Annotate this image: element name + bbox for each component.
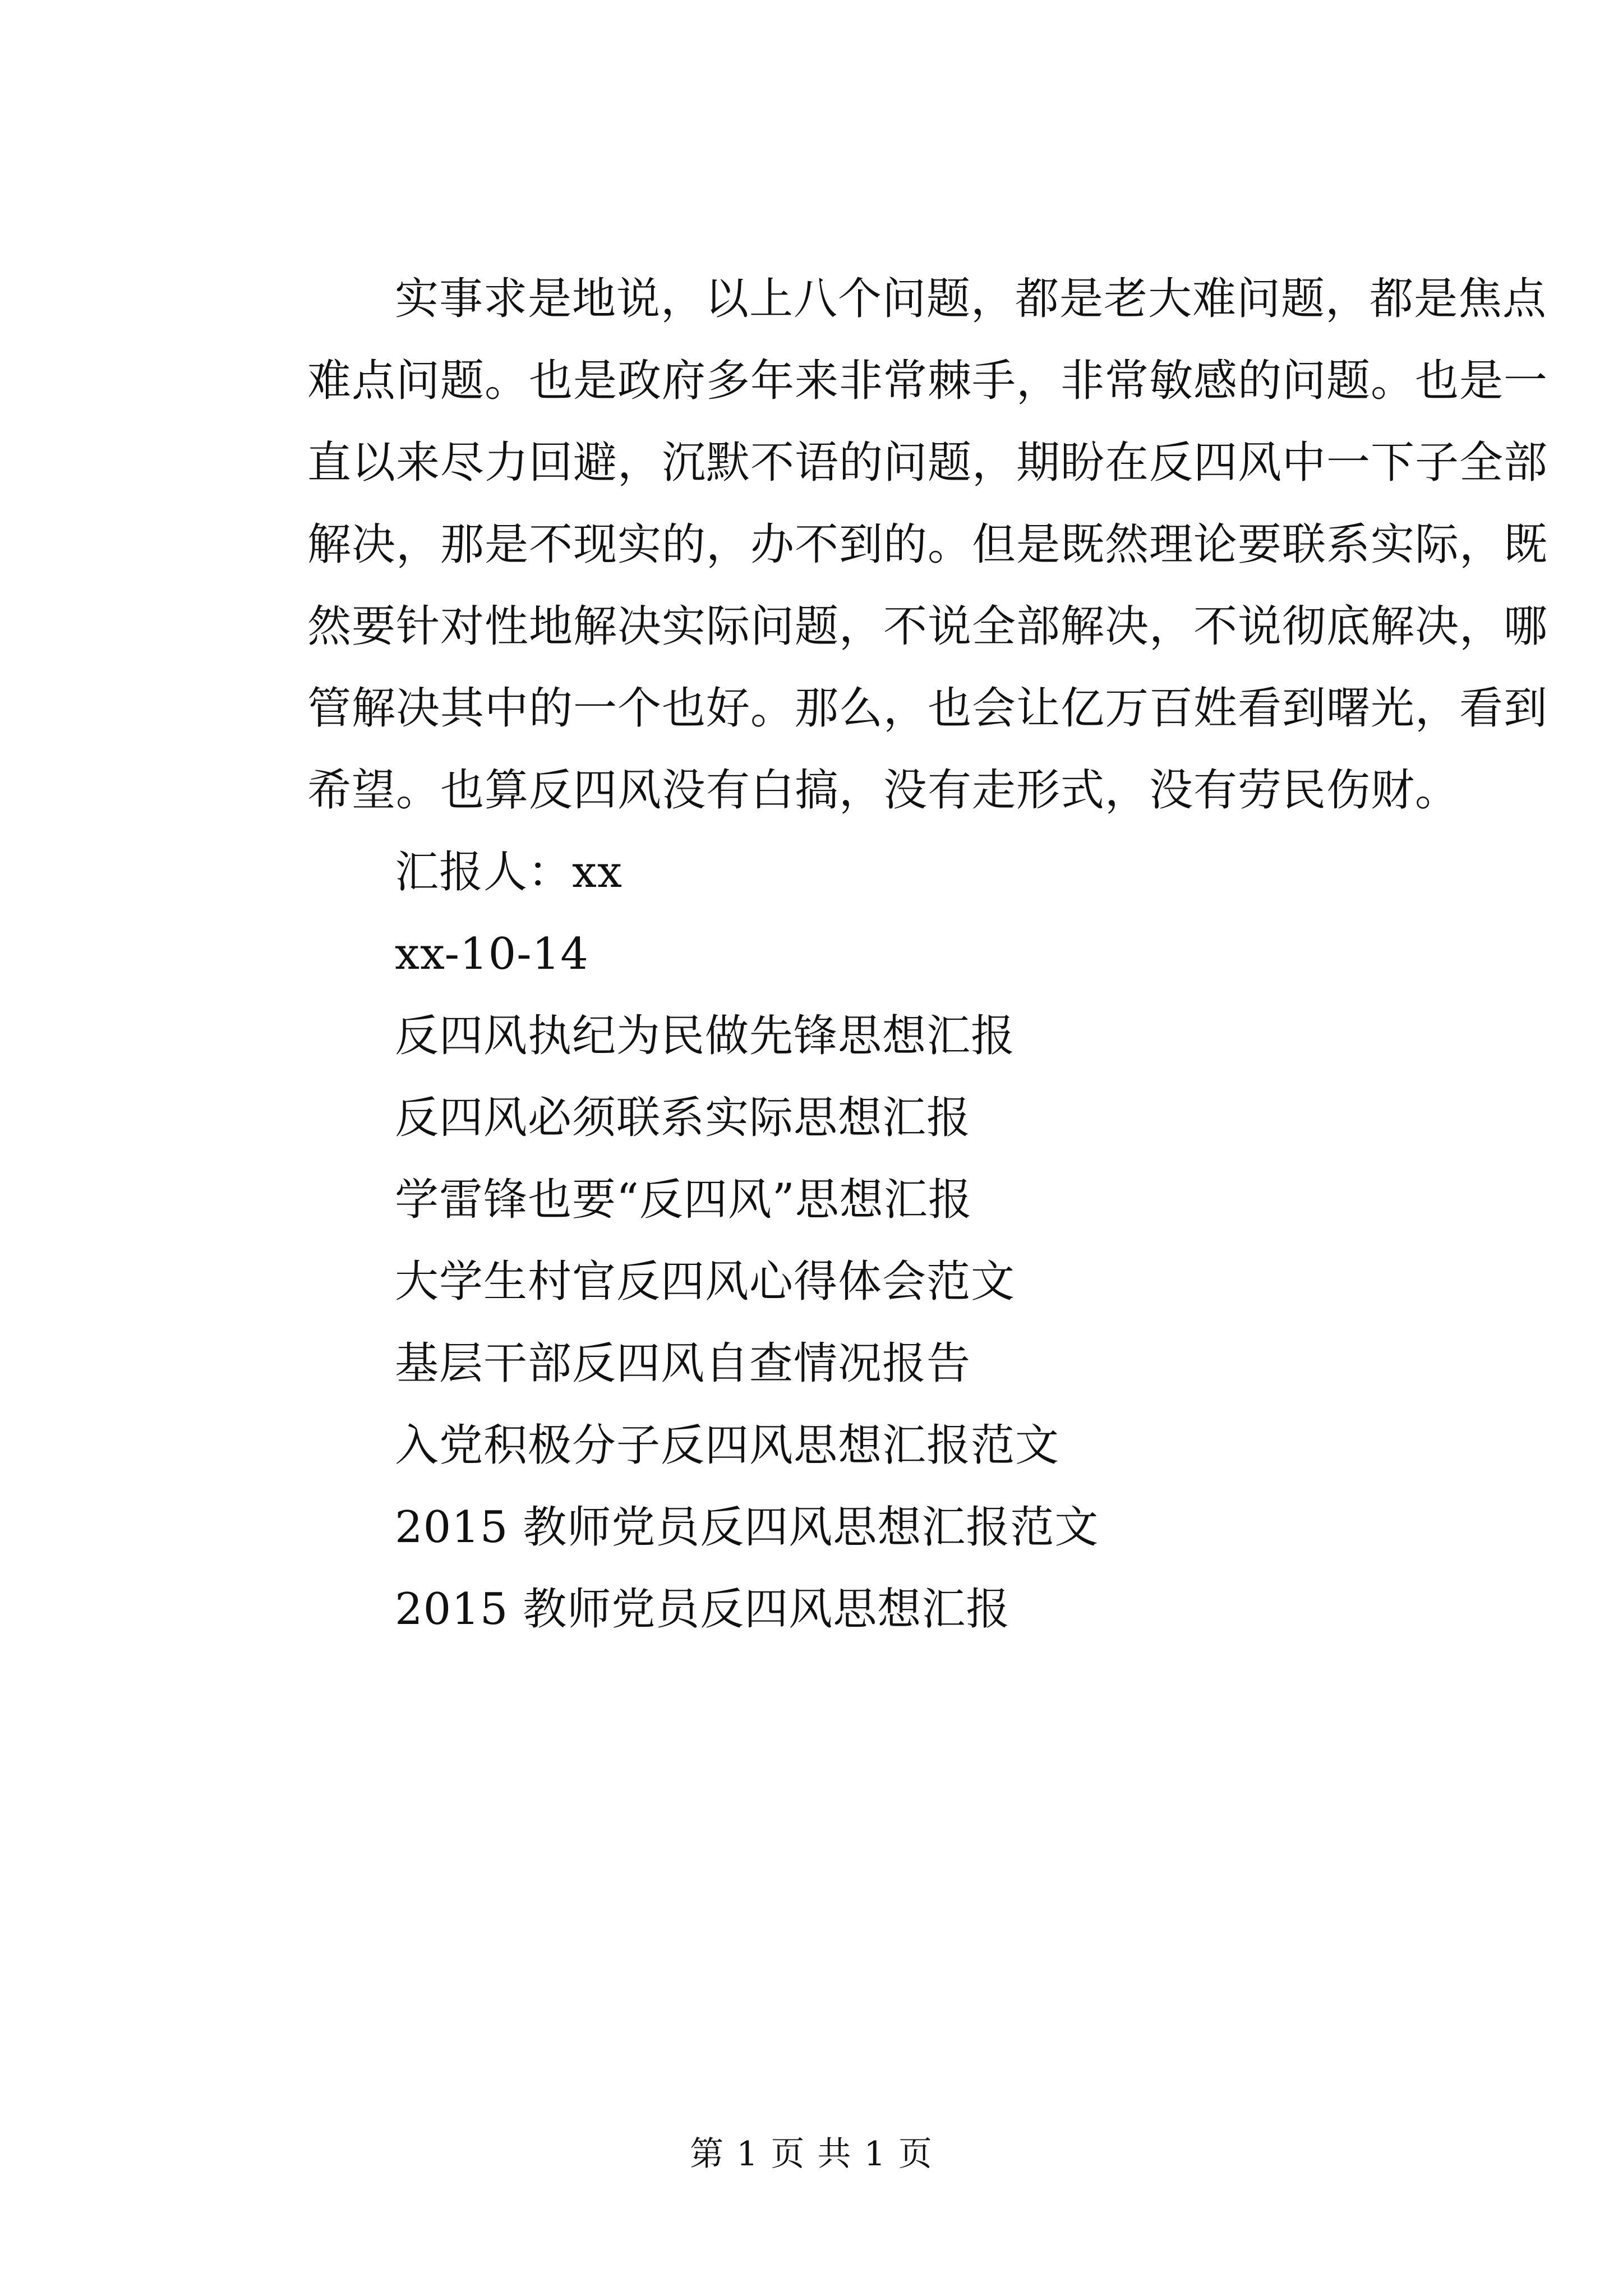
report-date: xx-10-14 [395,929,589,979]
related-title: 基层干部反四风自查情况报告 [395,1338,971,1389]
paragraph-line: 难点问题。也是政府多年来非常棘手，非常敏感的问题。也是一 [307,356,1548,406]
paragraph-line: 直以来尽力回避，沉默不语的问题，期盼在反四风中一下子全部 [307,438,1548,488]
paragraph-line: 解决，那是不现实的，办不到的。但是既然理论要联系实际，既 [307,519,1548,570]
paragraph-line: 希望。也算反四风没有白搞，没有走形式，没有劳民伤财。 [307,765,1460,816]
page-footer [0,2132,1623,2177]
related-title: 大学生村官反四风心得体会范文 [395,1257,1016,1307]
related-title: 入党积极分子反四风思想汇报范文 [395,1420,1060,1471]
paragraph-line: 实事求是地说，以上八个问题，都是老大难问题，都是焦点 [395,274,1547,324]
reporter-line: 汇报人：xx [395,847,623,898]
page-number: 第 1 页 共 1 页 [690,2134,933,2174]
body-paragraph [307,258,1548,831]
related-title: 学雷锋也要“反四风”思想汇报 [395,1175,972,1225]
related-title: 2015 教师党员反四风思想汇报范文 [395,1502,1099,1553]
paragraph-line: 管解决其中的一个也好。那么，也会让亿万百姓看到曙光，看到 [307,683,1548,734]
paragraph-line: 然要针对性地解决实际问题，不说全部解决，不说彻底解决，哪 [307,601,1548,652]
related-title: 2015 教师党员反四风思想汇报 [395,1584,1011,1635]
document-body [307,258,1548,1650]
related-title: 反四风必须联系实际思想汇报 [395,1093,971,1143]
related-title: 反四风执纪为民做先锋思想汇报 [395,1011,1016,1061]
